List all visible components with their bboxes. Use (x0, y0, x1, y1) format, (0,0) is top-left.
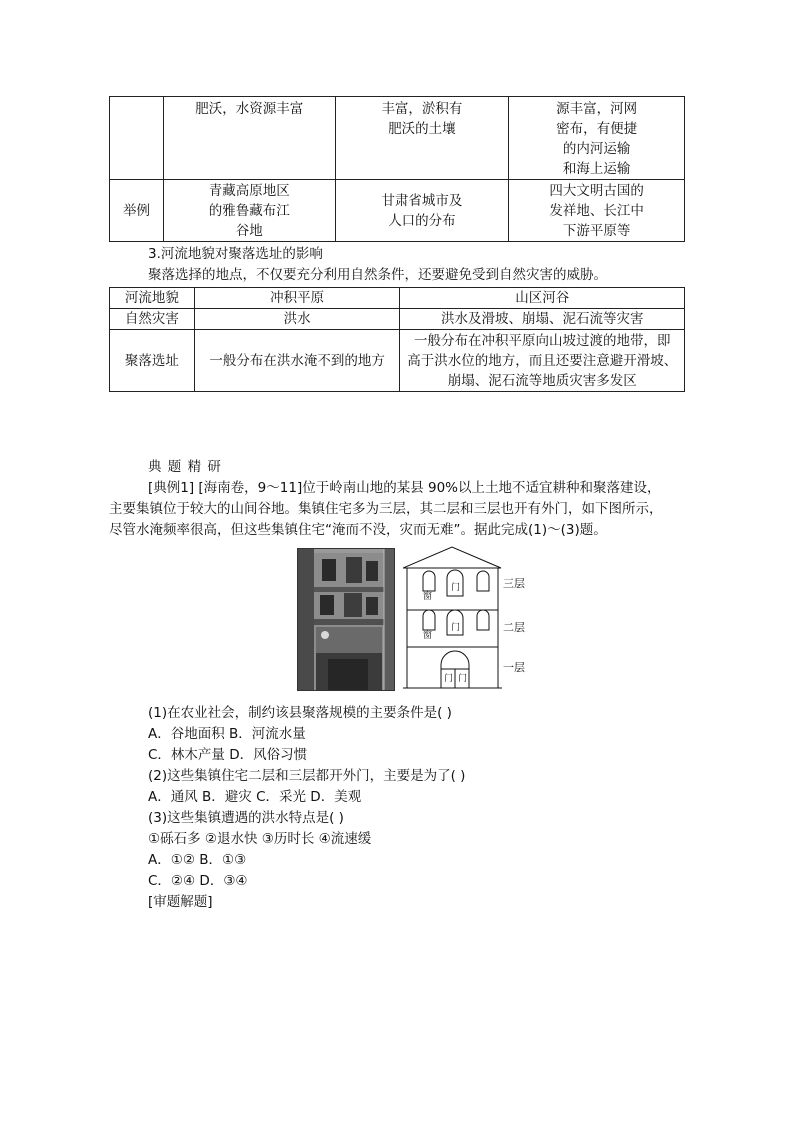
floor-label-1: 一层 (503, 661, 525, 674)
table-row (110, 330, 685, 392)
question-2-options: A．通风 B．避灾 C．采光 D．美观 (148, 789, 362, 805)
table-cell: 四大文明古国的 发祥地、长江中 下游平原等 (509, 180, 685, 242)
row-label-cell: 举例 (110, 180, 164, 242)
example-heading: 典 题 精 研 (148, 459, 222, 475)
table-row (110, 180, 685, 242)
table-cell: 洪水 (194, 309, 400, 330)
table-row (110, 97, 685, 180)
table-cell: 甘肃省城市及 人口的分布 (335, 180, 509, 242)
table-row (110, 309, 685, 330)
section-intro: 聚落选择的地点，不仅要充分利用自然条件，还要避免受到自然灾害的威胁。 (148, 267, 607, 283)
row-label-cell (110, 97, 164, 180)
question-1: (1)在农业社会，制约该县聚落规模的主要条件是( ) (148, 705, 452, 721)
example-paragraph-line: 尽管水淹频率很高，但这些集镇住宅“淹而不没，灾而无难”。据此完成(1)～(3)题。 (109, 522, 607, 538)
example-paragraph-line: 主要集镇位于较大的山间谷地。集镇住宅多为三层，其二层和三层也开有外门，如下图所示， (109, 501, 663, 517)
table-cell: 一般分布在冲积平原向山坡过渡的地带，即 高于洪水位的地方，而且还要注意避开滑坡、 崩塌、泥石流等地质灾害多发区 (400, 330, 685, 392)
house-photo-image (298, 549, 394, 690)
section-title: 3.河流地貌对聚落选址的影响 (148, 246, 323, 262)
example-paragraph-line: [典例1] [海南卷，9～11]位于岭南山地的某县 90%以上土地不适宜耕种和聚落建设， (148, 480, 661, 496)
question-3-items: ①砾石多 ②退水快 ③历时长 ④流速缓 (148, 831, 372, 847)
table-cell: 肥沃，水资源丰富 (163, 97, 335, 180)
question-3-options-cd: C．②④ D．③④ (148, 873, 248, 889)
floor-label-3: 三层 (503, 577, 525, 590)
building-diagram (403, 546, 533, 692)
window-label: 窗 (423, 592, 433, 602)
table-cell: 一般分布在洪水淹不到的地方 (194, 330, 400, 392)
table-cell: 洪水及滑坡、崩塌、泥石流等灾害 (400, 309, 685, 330)
row-label-cell: 聚落选址 (110, 330, 195, 392)
door-label: 门 (458, 674, 468, 684)
column-header: 冲积平原 (194, 288, 400, 309)
house-photo (297, 548, 395, 691)
column-header: 河流地貌 (110, 288, 195, 309)
table-header-row (110, 288, 685, 309)
question-1-options-ab: A．谷地面积 B．河流水量 (148, 726, 306, 742)
door-label: 门 (451, 623, 461, 633)
answer-analysis-label: [审题解题] (148, 894, 213, 910)
row-label-cell: 自然灾害 (110, 309, 195, 330)
comparison-table-continued (109, 96, 685, 242)
window-label: 窗 (423, 631, 433, 641)
river-landform-table (109, 287, 685, 392)
question-1-options-cd: C．林木产量 D．风俗习惯 (148, 747, 308, 763)
floor-label-2: 二层 (503, 621, 525, 634)
question-3-options-ab: A．①② B．①③ (148, 852, 247, 868)
door-label: 门 (444, 674, 454, 684)
table-cell: 青藏高原地区 的雅鲁藏布江 谷地 (163, 180, 335, 242)
table-cell: 源丰富，河网 密布，有便捷 的内河运输 和海上运输 (509, 97, 685, 180)
table-cell: 丰富，淤积有 肥沃的土壤 (335, 97, 509, 180)
column-header: 山区河谷 (400, 288, 685, 309)
door-label: 门 (451, 583, 461, 593)
question-3: (3)这些集镇遭遇的洪水特点是( ) (148, 810, 344, 826)
question-2: (2)这些集镇住宅二层和三层都开外门，主要是为了( ) (148, 768, 466, 784)
